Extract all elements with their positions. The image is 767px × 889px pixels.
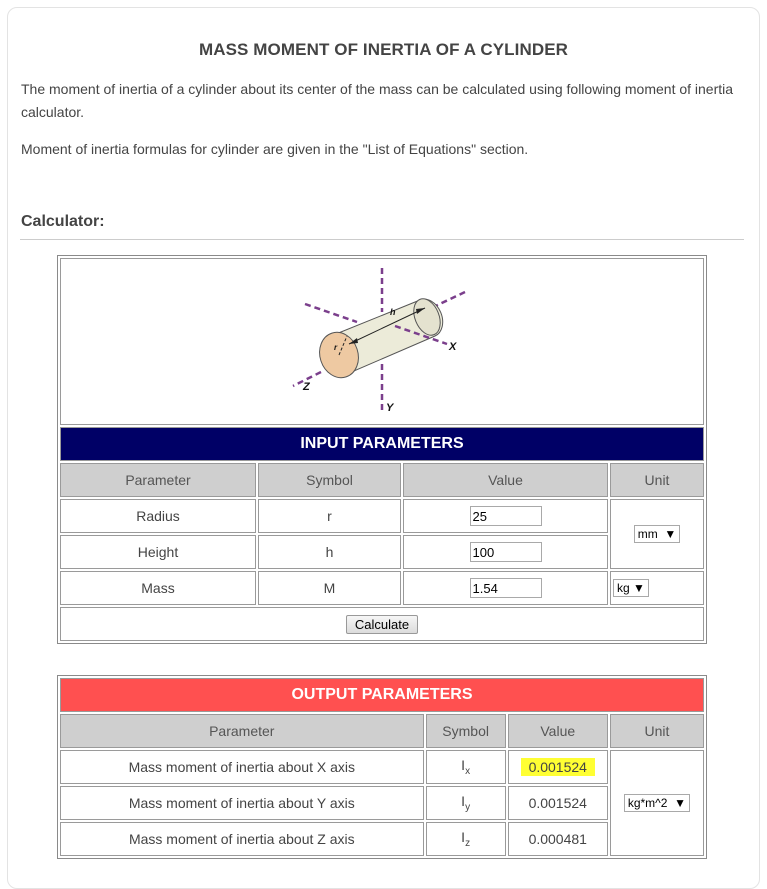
mass-input[interactable] [470, 578, 542, 598]
value-iy: 0.001524 [508, 786, 608, 820]
inertia-unit-select[interactable] [624, 794, 690, 812]
input-header-parameter: Parameter [60, 463, 256, 497]
height-input[interactable] [470, 542, 542, 562]
label-z: Z [303, 381, 310, 393]
symbol-r: r [258, 499, 401, 533]
output-header-value: Value [508, 714, 608, 748]
inertia-unit-value: kg*m^2 [627, 796, 668, 810]
radius-input[interactable] [470, 506, 542, 526]
length-unit-value: mm [637, 527, 658, 541]
input-header-unit: Unit [610, 463, 704, 497]
symbol-iy: I [461, 793, 466, 810]
length-unit-cell [610, 499, 704, 569]
output-param-iy: Mass moment of inertia about Y axis [60, 786, 424, 820]
output-param-iz: Mass moment of inertia about Z axis [60, 822, 424, 856]
intro-paragraph: The moment of inertia of a cylinder about its center of the mass can be calculated using following moment of inertia calculator. [21, 81, 734, 120]
symbol-h: h [258, 535, 401, 569]
table-row [60, 750, 704, 784]
output-unit-cell [610, 750, 704, 856]
output-table [57, 675, 707, 859]
symbol-iy-sub: y [465, 801, 471, 813]
x-axis-line-left [305, 304, 357, 322]
chevron-down-icon: ▼ [633, 581, 645, 595]
chevron-down-icon: ▼ [664, 527, 677, 541]
table-row [60, 499, 704, 533]
cylinder-diagram [60, 258, 704, 425]
symbol-iy-cell [426, 786, 506, 820]
label-x: X [449, 341, 457, 353]
output-param-ix: Mass moment of inertia about X axis [60, 750, 424, 784]
mass-unit-select[interactable] [613, 579, 649, 597]
chevron-down-icon: ▼ [674, 796, 687, 810]
symbol-iz: I [461, 829, 466, 846]
symbol-iz-cell [426, 822, 506, 856]
input-header-symbol: Symbol [258, 463, 401, 497]
input-header-value: Value [403, 463, 608, 497]
calculator-heading: Calculator: [21, 213, 105, 230]
radius-cell [403, 499, 608, 533]
label-r: r [334, 343, 338, 352]
page-title: MASS MOMENT OF INERTIA OF A CYLINDER [198, 40, 569, 59]
symbol-ix: I [461, 757, 466, 774]
calculate-cell [60, 607, 704, 641]
formulas-note: Moment of inertia formulas for cylinder are given in the "List of Equations" section. [21, 141, 529, 157]
label-h: h [390, 307, 396, 317]
param-radius: Radius [60, 499, 256, 533]
output-header-symbol: Symbol [426, 714, 506, 748]
input-parameters-band: INPUT PARAMETERS [60, 427, 704, 461]
output-parameters-band: OUTPUT PARAMETERS [60, 678, 704, 712]
symbol-iz-sub: z [465, 837, 471, 849]
mass-unit-value: kg [617, 581, 630, 595]
table-row [60, 571, 704, 605]
symbol-m: M [258, 571, 401, 605]
output-header-parameter: Parameter [60, 714, 424, 748]
param-height: Height [60, 535, 256, 569]
output-header-unit: Unit [610, 714, 704, 748]
value-iz: 0.000481 [508, 822, 608, 856]
input-table [57, 255, 707, 644]
divider [20, 239, 744, 240]
param-mass: Mass [60, 571, 256, 605]
value-ix: 0.001524 [521, 758, 595, 776]
symbol-ix-sub: x [465, 765, 471, 777]
cylinder-image [287, 264, 477, 416]
symbol-ix-cell [426, 750, 506, 784]
height-cell [403, 535, 608, 569]
length-unit-select[interactable] [634, 525, 681, 543]
table-row [60, 535, 704, 569]
mass-unit-cell [610, 571, 704, 605]
table-row [60, 822, 704, 856]
value-ix-cell [508, 750, 608, 784]
calculate-button[interactable]: Calculate [346, 615, 418, 634]
mass-cell [403, 571, 608, 605]
label-y: Y [386, 402, 394, 414]
table-row [60, 786, 704, 820]
